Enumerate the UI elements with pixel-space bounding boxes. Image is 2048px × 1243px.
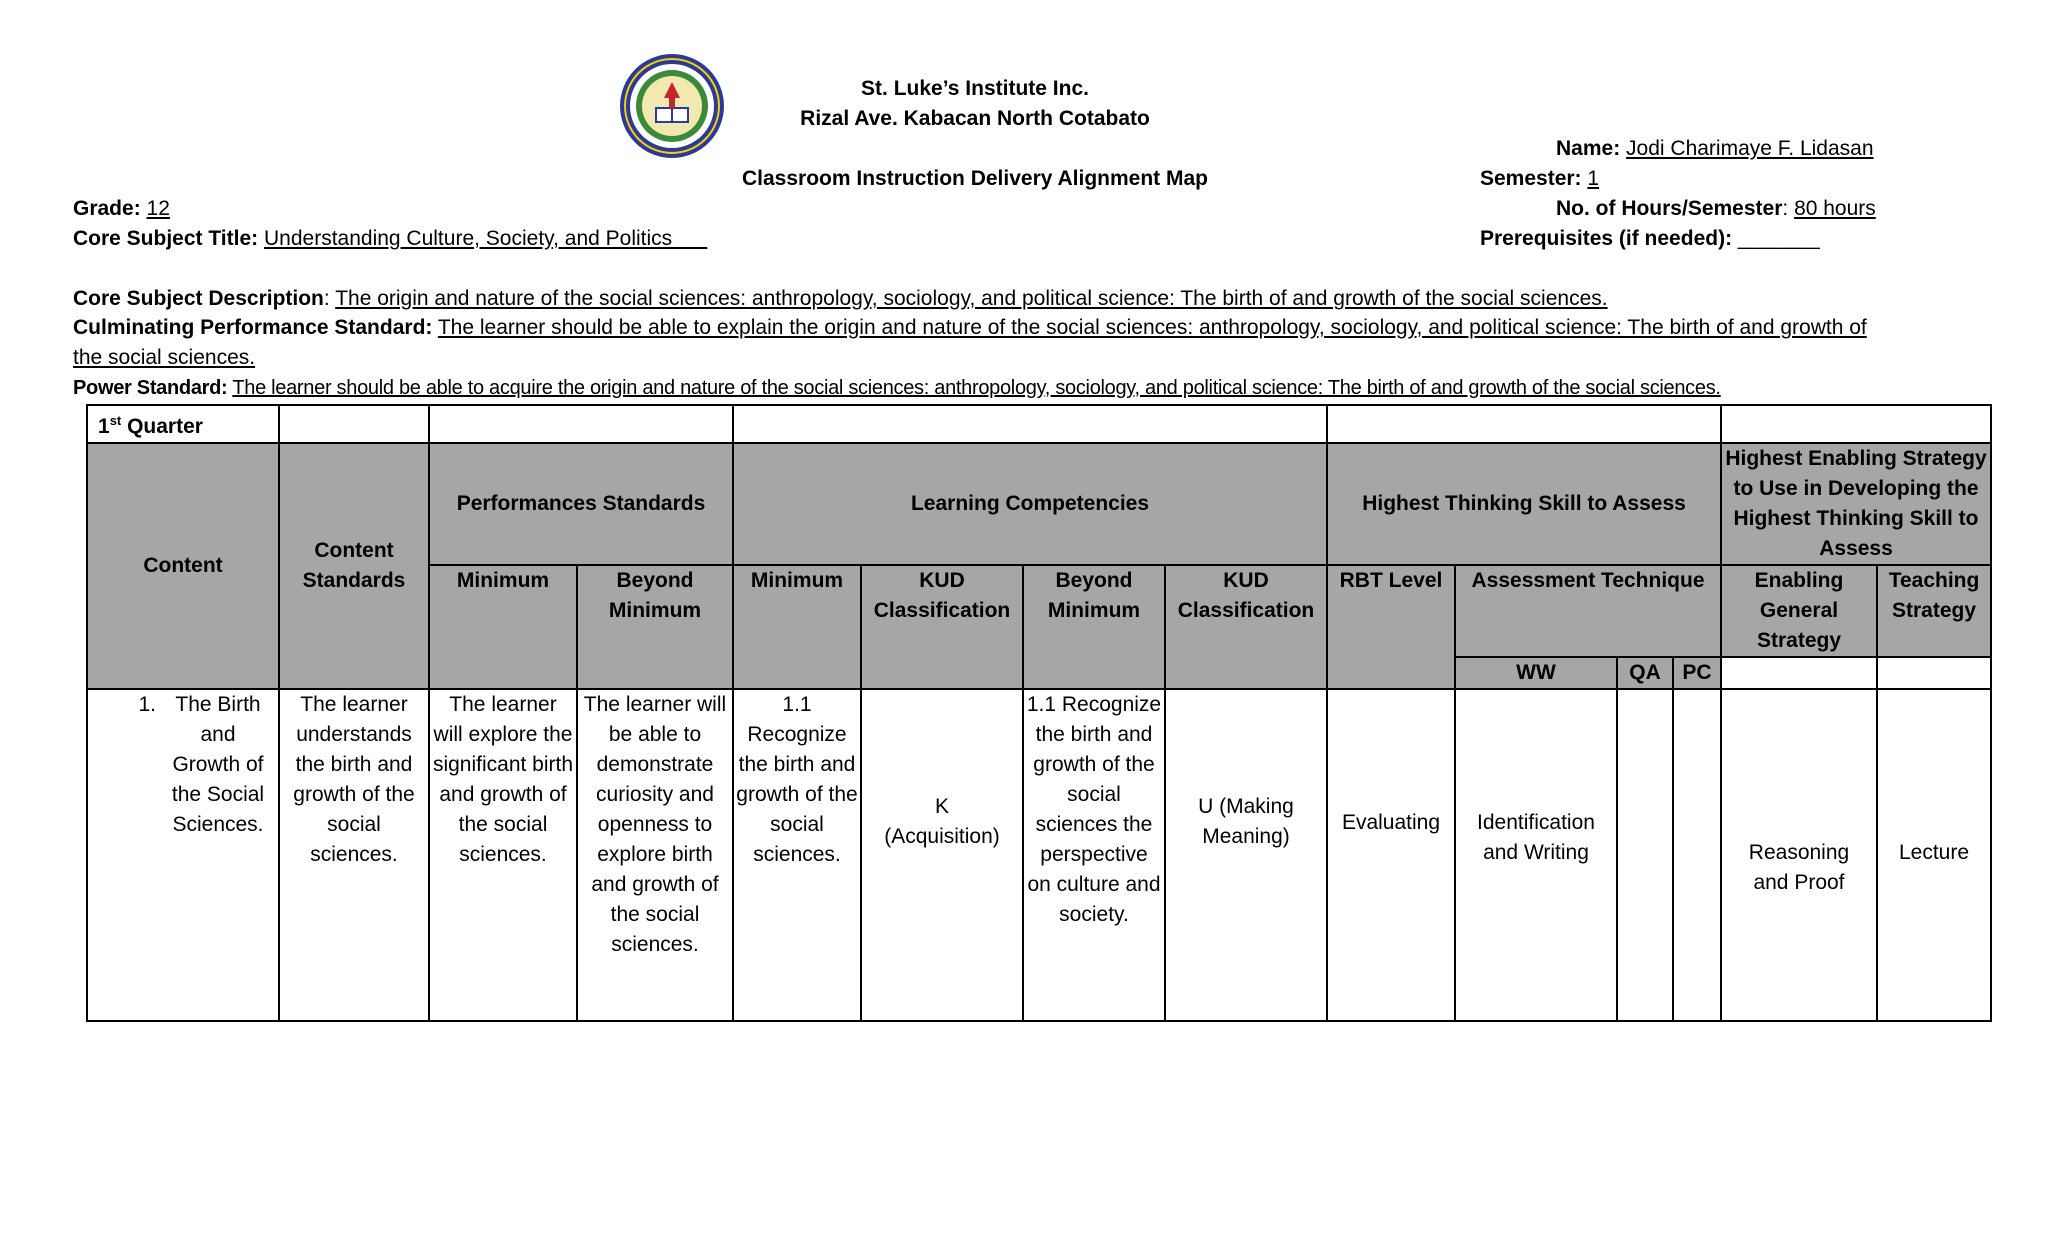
- power-label: Power Standard:: [73, 377, 228, 399]
- header-qa: QA: [1617, 657, 1673, 689]
- name-label: Name:: [1556, 137, 1621, 160]
- header-lc-beyond-kud: KUD Classification: [1165, 565, 1327, 689]
- culminating-value-line2: the social sciences.: [73, 346, 256, 369]
- culminating-standard-cont: [73, 343, 255, 373]
- cell-rbt-level: Evaluating: [1327, 689, 1455, 1021]
- header-ww: WW: [1455, 657, 1617, 689]
- blank-cell: [1327, 405, 1721, 443]
- hours-value: 80 hours: [1794, 197, 1876, 220]
- blank-cell: [429, 405, 733, 443]
- header-content: Content: [87, 443, 279, 689]
- grade-field: [73, 196, 170, 222]
- header-lc-minimum: Minimum: [733, 565, 861, 689]
- subject-title-field: [73, 226, 707, 252]
- power-value: The learner should be able to acquire the origin and nature of the social sciences: anthropology, sociology, and political science: The birth of and growth of the social sciences.: [232, 377, 1721, 399]
- header-perf-minimum: Minimum: [429, 565, 577, 689]
- blank-cell: [1877, 657, 1991, 689]
- header-performance-standards: Performances Standards: [429, 443, 733, 565]
- hours-label: No. of Hours/Semester: [1556, 197, 1783, 220]
- cell-pc: [1673, 689, 1721, 1021]
- header-enabling-general-strategy: Enabling General Strategy: [1721, 565, 1877, 657]
- cell-perf-beyond: The learner will be able to demonstrate curiosity and openness to explore birth and growth of the social sciences.: [577, 689, 733, 1021]
- header-assessment-technique: Assessment Technique: [1455, 565, 1721, 657]
- hours-field: No. of Hours/Semester: 80 hours: [1556, 197, 1876, 220]
- school-name: St. Luke’s Institute Inc.: [861, 77, 1089, 100]
- header-lc-beyond-minimum: Beyond Minimum: [1023, 565, 1165, 689]
- semester-field: [1480, 166, 1599, 192]
- grade-value: 12: [146, 197, 170, 220]
- subject-title-label: Core Subject Title:: [73, 227, 259, 250]
- cell-lc-beyond-kud: U (Making Meaning): [1165, 689, 1327, 1021]
- core-desc-value: The origin and nature of the social sciences: anthropology, sociology, and political science: The birth of and growth of the social sciences.: [335, 287, 1608, 310]
- cell-lc-minimum-kud: K (Acquisition): [861, 689, 1023, 1021]
- prereq-field: [1480, 226, 1820, 252]
- cell-teaching-strategy: Lecture: [1877, 689, 1991, 1021]
- header-lc-kud: KUD Classification: [861, 565, 1023, 689]
- blank-cell: [1721, 657, 1877, 689]
- document-title: Classroom Instruction Delivery Alignment Map: [742, 167, 1208, 190]
- core-desc-label: Core Subject Description: [73, 287, 324, 310]
- semester-value: 1: [1587, 167, 1600, 190]
- blank-cell: [279, 405, 429, 443]
- blank-cell: [1721, 405, 1991, 443]
- header-pc: PC: [1673, 657, 1721, 689]
- quarter-label: 1st Quarter: [87, 405, 279, 443]
- content-text: The Birth and Growth of the Social Sciences.: [171, 693, 265, 836]
- header-rbt-level: RBT Level: [1327, 565, 1455, 689]
- header-highest-enabling-strategy: Highest Enabling Strategy to Use in Developing the Highest Thinking Skill to Assess: [1721, 443, 1991, 565]
- cell-content: [87, 689, 279, 1021]
- header-perf-beyond-minimum: Beyond Minimum: [577, 565, 733, 689]
- power-standard: [73, 373, 1721, 403]
- cell-enabling-general: Reasoning and Proof: [1721, 689, 1877, 1021]
- name-field: [1556, 136, 1874, 162]
- cell-lc-minimum: 1.1 Recognize the birth and growth of the social sciences.: [733, 689, 861, 1021]
- culminating-label: Culminating Performance Standard:: [73, 316, 433, 339]
- content-number: 1.: [138, 693, 156, 716]
- cell-ww: Identification and Writing: [1455, 689, 1617, 1021]
- grade-label: Grade:: [73, 197, 141, 220]
- header-content-standards: Content Standards: [279, 443, 429, 689]
- core-subject-description: Core Subject Description: The origin and nature of the social sciences: anthropology, sociology, and political science: The birth of and growth of the social sciences.: [73, 287, 1608, 310]
- school-address: Rizal Ave. Kabacan North Cotabato: [800, 107, 1150, 130]
- cell-qa: [1617, 689, 1673, 1021]
- prereq-label: Prerequisites (if needed):: [1480, 227, 1733, 250]
- prereq-value: _______: [1737, 227, 1820, 250]
- header-highest-thinking-skill: Highest Thinking Skill to Assess: [1327, 443, 1721, 565]
- cell-lc-beyond: 1.1 Recognize the birth and growth of the social sciences the perspective on culture and society.: [1023, 689, 1165, 1021]
- header-teaching-strategy: Teaching Strategy: [1877, 565, 1991, 657]
- cell-content-standards: The learner understands the birth and growth of the social sciences.: [279, 689, 429, 1021]
- culminating-standard: [73, 313, 1867, 343]
- cidam-table: [86, 404, 1992, 1022]
- semester-label: Semester:: [1480, 167, 1582, 190]
- cell-perf-minimum: The learner will explore the significant birth and growth of the social sciences.: [429, 689, 577, 1021]
- subject-title-value: Understanding Culture, Society, and Politics___: [264, 227, 708, 250]
- blank-cell: [733, 405, 1327, 443]
- name-value: Jodi Charimaye F. Lidasan: [1626, 137, 1874, 160]
- header-learning-competencies: Learning Competencies: [733, 443, 1327, 565]
- culminating-value-line1: The learner should be able to explain the origin and nature of the social sciences: anthropology, sociology, and political science: The birth of and growth of: [437, 316, 1867, 339]
